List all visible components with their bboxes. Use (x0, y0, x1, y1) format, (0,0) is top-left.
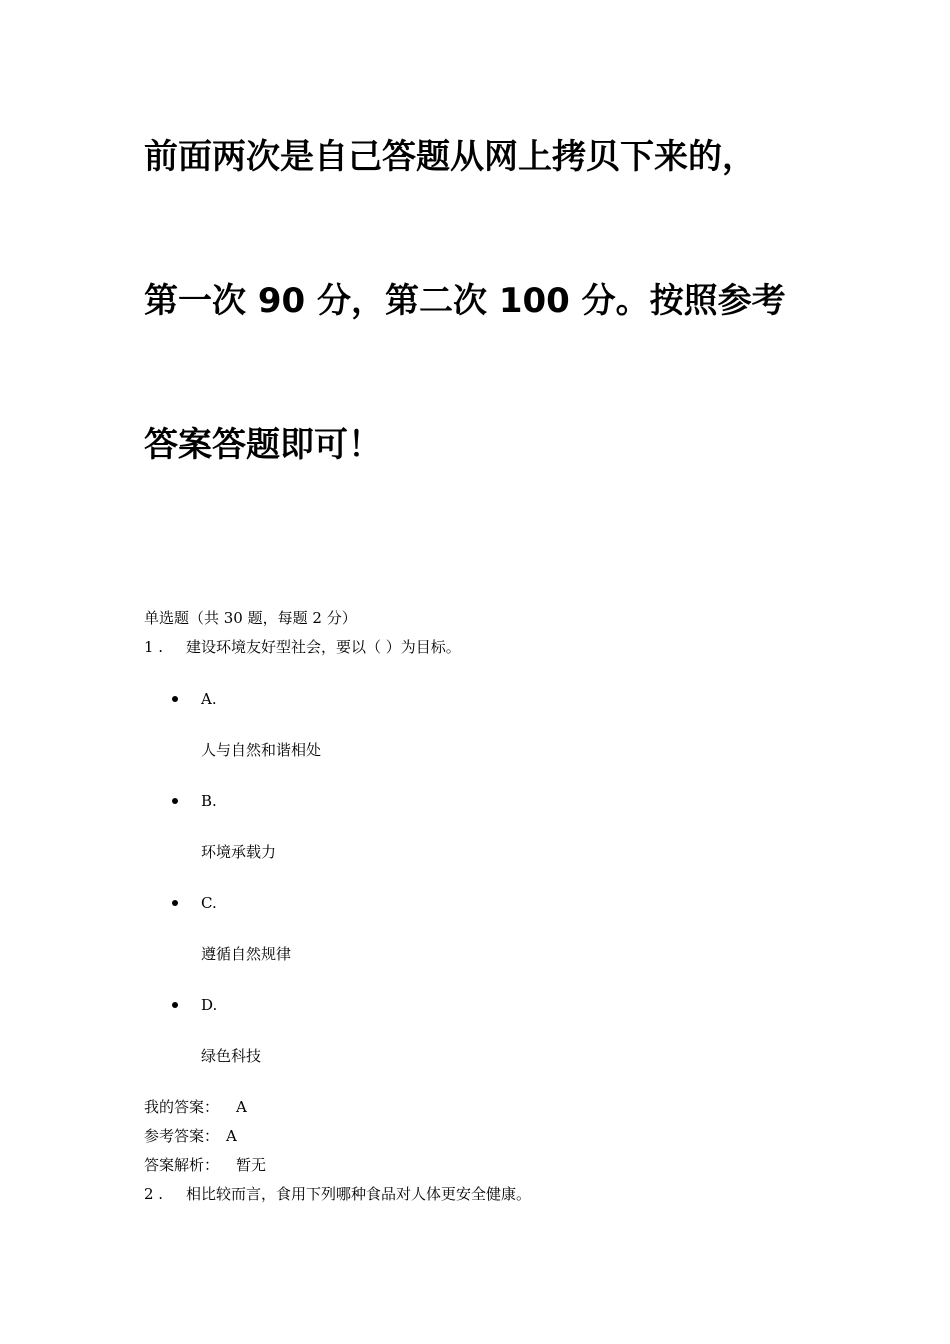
intro-line-1: 前面两次是自己答题从网上拷贝下来的， (144, 137, 756, 177)
reference-answer-value: A (226, 1127, 237, 1145)
option-text: 绿色科技 (201, 1047, 262, 1065)
intro-line-2: 第一次 90 分，第二次 100 分。按照参考 (144, 281, 786, 321)
analysis-label: 答案解析： (144, 1156, 220, 1174)
bullet-icon (172, 900, 178, 906)
question-number: 2 . (144, 1185, 164, 1203)
option-letter: C. (201, 894, 217, 912)
my-answer-value: A (236, 1098, 247, 1116)
option-letter: A. (201, 690, 217, 708)
option-letter: D. (201, 996, 218, 1014)
question-text: 建设环境友好型社会，要以（ ）为目标。 (186, 638, 461, 656)
option-text: 环境承载力 (201, 843, 277, 861)
section-title: 单选题（共 30 题，每题 2 分） (144, 609, 357, 627)
bullet-icon (172, 798, 178, 804)
question-number: 1 . (144, 638, 164, 656)
question-text: 相比较而言，食用下列哪种食品对人体更安全健康。 (186, 1185, 532, 1203)
my-answer-label: 我的答案： (144, 1098, 220, 1116)
option-text: 遵循自然规律 (201, 945, 292, 963)
intro-line-3: 答案答题即可！ (144, 425, 382, 465)
option-letter: B. (201, 792, 217, 810)
bullet-icon (172, 696, 178, 702)
reference-answer-label: 参考答案： (144, 1127, 220, 1145)
analysis-value: 暂无 (236, 1156, 267, 1174)
bullet-icon (172, 1002, 178, 1008)
option-text: 人与自然和谐相处 (201, 741, 322, 759)
